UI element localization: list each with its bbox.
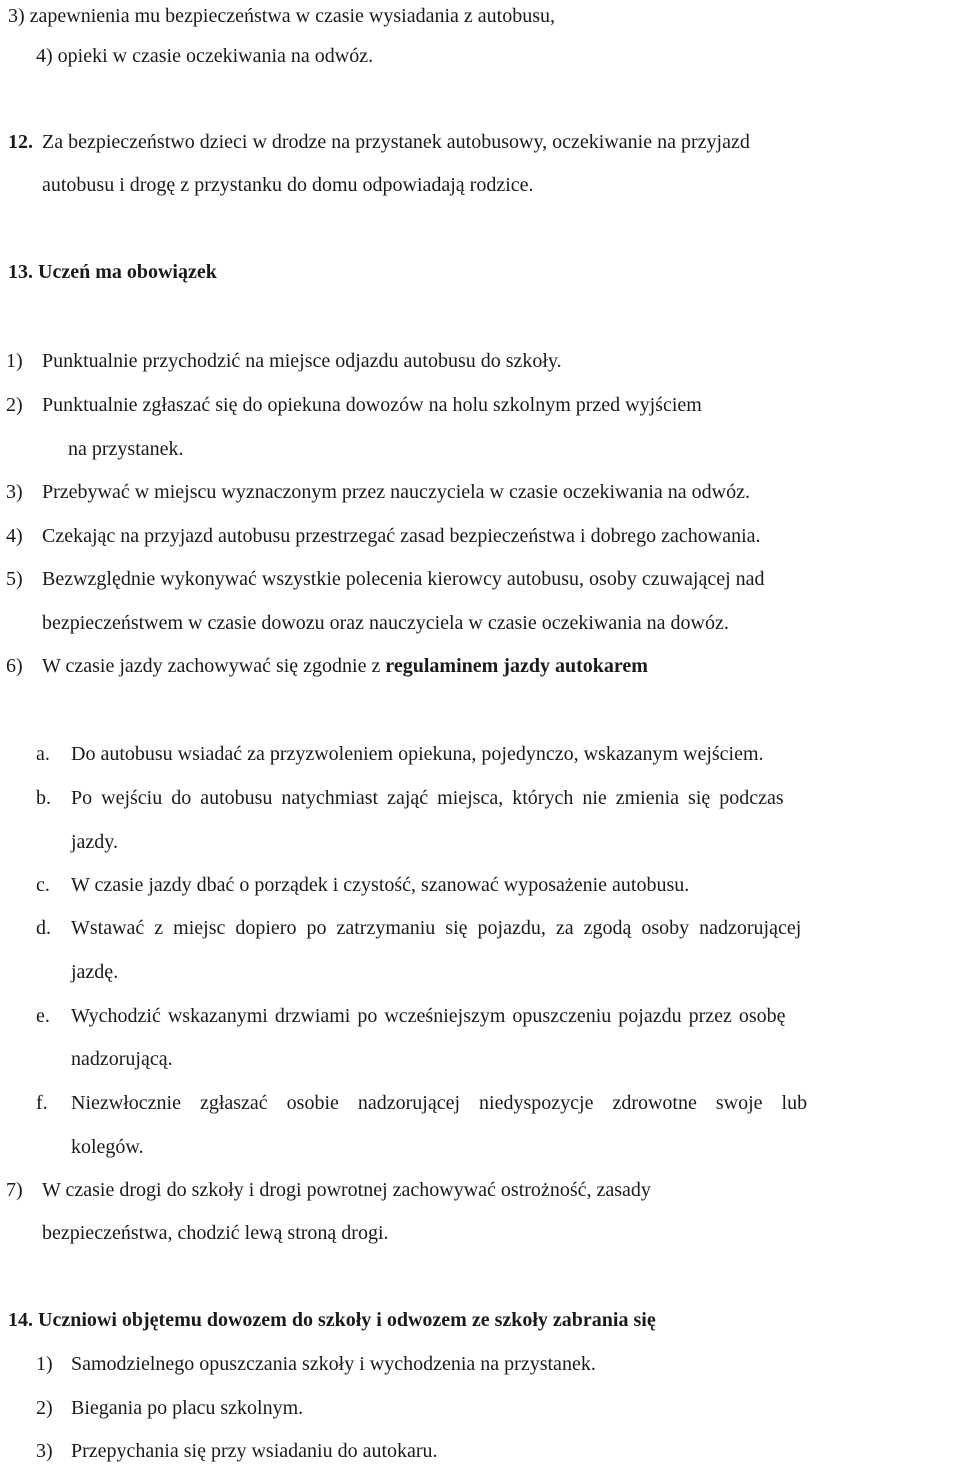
subitem-continuation: kolegów. [71,1136,144,1158]
paragraph-line: autobusu i drogę z przystanku do domu odpowiadają rodzice. [42,174,534,196]
section-number: 12. [8,131,33,153]
item-number: 6) [6,655,23,677]
subitem-text: W czasie jazdy dbać o porządek i czystość, szanować wyposażenie autobusu. [71,874,690,896]
list-item: Bezwzględnie wykonywać wszystkie polecenia kierowcy autobusu, osoby czuwającej nad [42,568,765,590]
item-number: 1) [6,350,23,372]
list-item: Przepychania się przy wsiadaniu do autokaru. [71,1440,438,1462]
list-item-continuation: na przystanek. [68,438,184,460]
list-item: Samodzielnego opuszczania szkoły i wychodzenia na przystanek. [71,1353,596,1375]
subitem-continuation: jazdy. [71,831,119,853]
subitem-letter: a. [36,743,50,765]
list-item: Czekając na przyjazd autobusu przestrzegać zasad bezpieczeństwa i dobrego zachowania. [42,525,761,547]
item-number: 3) [6,481,23,503]
item-number: 4) [6,525,23,547]
list-item-text: W czasie jazdy zachowywać się zgodnie z [42,655,386,677]
subitem-letter: e. [36,1005,50,1027]
item-number: 1) [36,1353,53,1375]
section-heading: 13. Uczeń ma obowiązek [8,261,217,283]
subitem-text: Do autobusu wsiadać za przyzwoleniem opiekuna, pojedynczo, wskazanym wejściem. [71,743,764,765]
item-number: 3) [36,1440,53,1462]
item-number: 5) [6,568,23,590]
subitem-text: Po wejściu do autobusu natychmiast zająć miejsca, których nie zmienia się podczas [71,787,784,809]
subitem-continuation: jazdę. [71,961,119,983]
subitem-letter: b. [36,787,51,809]
list-item-continuation: bezpieczeństwem w czasie dowozu oraz nauczyciela w czasie oczekiwania na dowóz. [42,612,729,634]
list-item: Punktualnie zgłaszać się do opiekuna dowozów na holu szkolnym przed wyjściem [42,394,702,416]
list-item: W czasie drogi do szkoły i drogi powrotnej zachowywać ostrożność, zasady [42,1179,651,1201]
item-number: 7) [6,1179,23,1201]
subitem-letter: d. [36,917,51,939]
list-item: 3) zapewnienia mu bezpieczeństwa w czasie wysiadania z autobusu, [8,5,555,27]
list-item: Biegania po placu szkolnym. [71,1397,304,1419]
item-number: 2) [6,394,23,416]
section-heading: 14. Uczniowi objętemu dowozem do szkoły i odwozem ze szkoły zabrania się [8,1309,656,1331]
list-item: Punktualnie przychodzić na miejsce odjazdu autobusu do szkoły. [42,350,562,372]
subitem-text: Niezwłocznie zgłaszać osobie nadzorującej niedyspozycje zdrowotne swoje lub [71,1092,808,1114]
list-item-continuation: bezpieczeństwa, chodzić lewą stroną drogi. [42,1222,389,1244]
subitem-continuation: nadzorującą. [71,1048,173,1070]
regulation-title: regulaminem jazdy autokarem [385,655,648,677]
subitem-text: Wychodzić wskazanymi drzwiami po wcześniejszym opuszczeniu pojazdu przez osobę [71,1005,786,1027]
list-item [42,654,648,678]
subitem-text: Wstawać z miejsc dopiero po zatrzymaniu się pojazdu, za zgodą osoby nadzorującej [71,917,802,939]
subitem-letter: f. [36,1092,48,1114]
list-item: Przebywać w miejscu wyznaczonym przez nauczyciela w czasie oczekiwania na odwóz. [42,481,750,503]
item-number: 2) [36,1397,53,1419]
subitem-letter: c. [36,874,50,896]
paragraph-line: Za bezpieczeństwo dzieci w drodze na przystanek autobusowy, oczekiwanie na przyjazd [42,131,750,153]
list-item: 4) opieki w czasie oczekiwania na odwóz. [36,45,374,67]
